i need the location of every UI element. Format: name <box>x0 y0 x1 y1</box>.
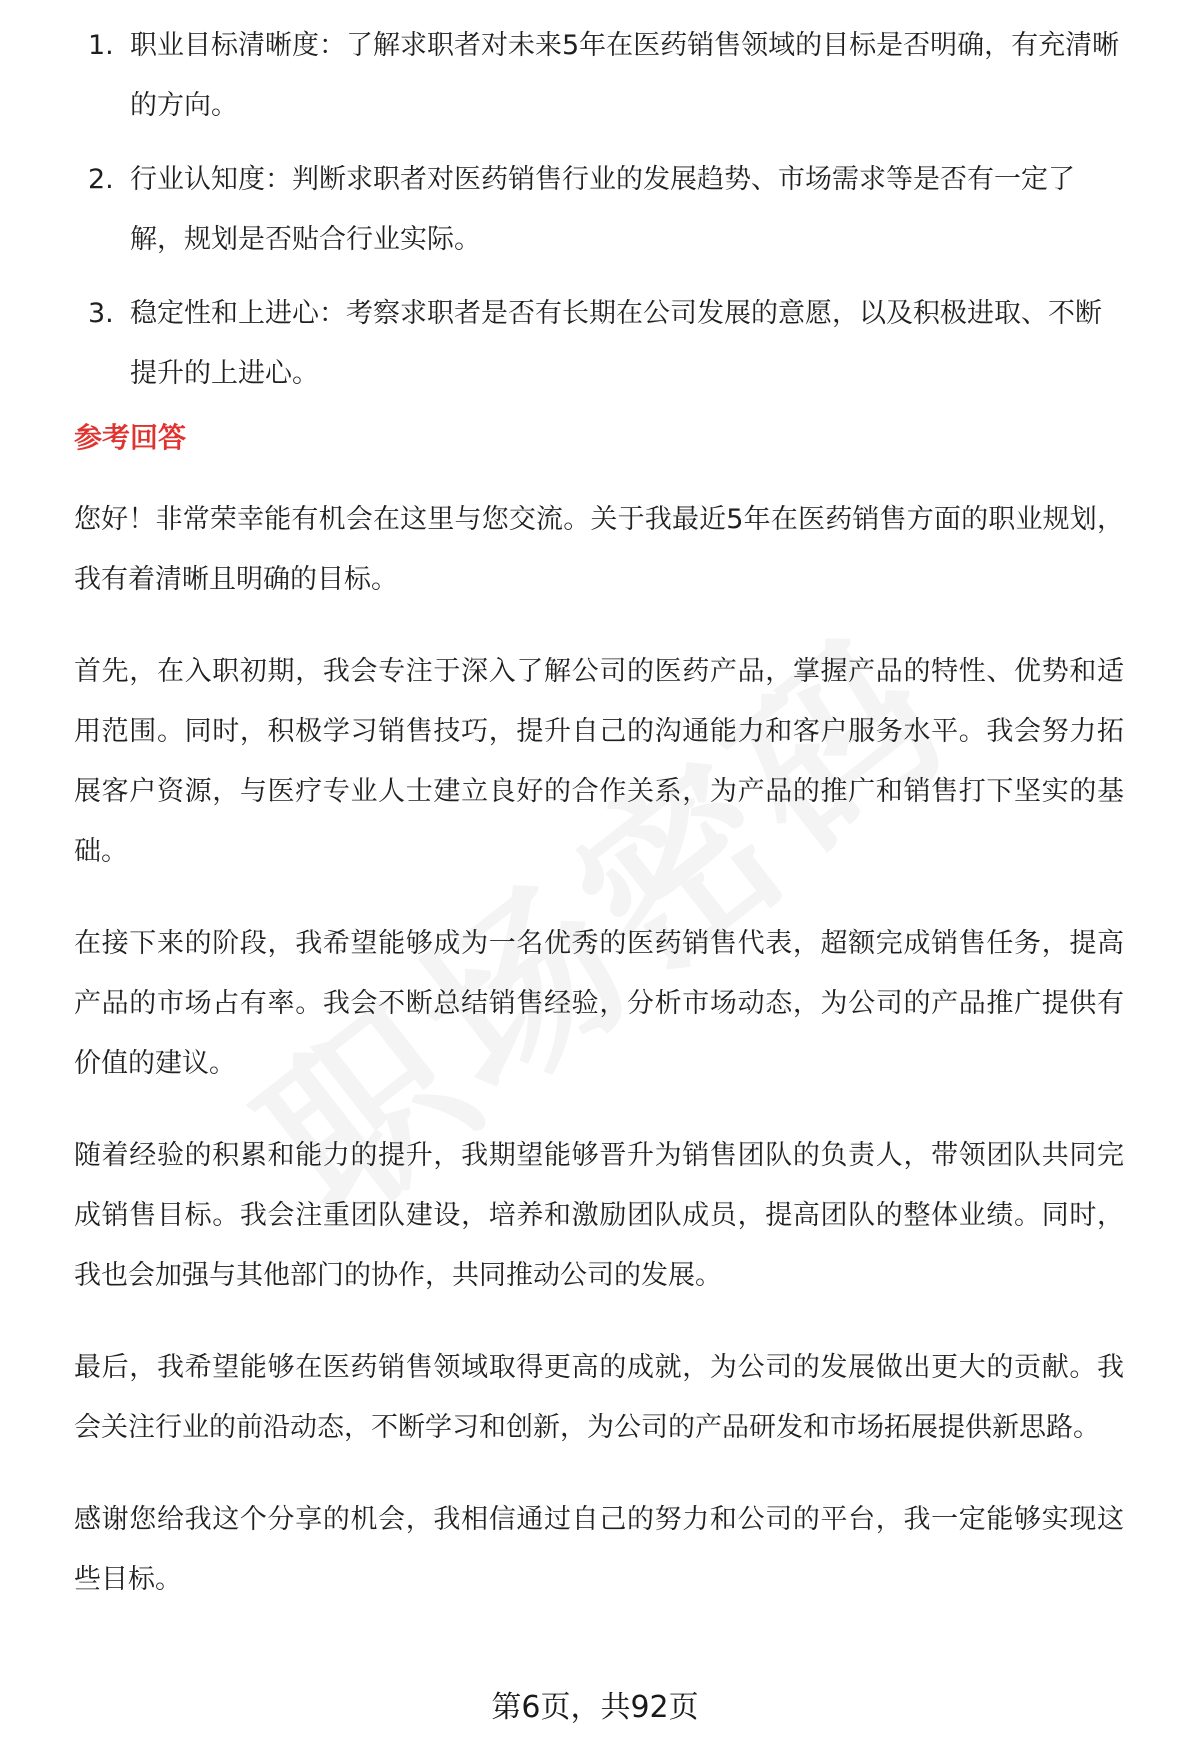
section-heading: 参考回答 <box>74 421 187 454</box>
answer-body <box>74 490 1124 1642</box>
paragraph: 随着经验的积累和能力的提升，我期望能够晋升为销售团队的负责人，带领团队共同完成销售目标。我会注重团队建设，培养和激励团队成员，提高团队的整体业绩。同时，我也会加强与其他部门的协作，共同推动公司的发展。 <box>74 1140 1124 1291</box>
list-item <box>74 284 1124 404</box>
list-item-text: 稳定性和上进心：考察求职者是否有长期在公司发展的意愿，以及积极进取、不断提升的上进心。 <box>130 298 1102 389</box>
paragraph: 首先，在入职初期，我会专注于深入了解公司的医药产品，掌握产品的特性、优势和适用范围。同时，积极学习销售技巧，提升自己的沟通能力和客户服务水平。我会努力拓展客户资源，与医疗专业人士建立良好的合作关系，为产品的推广和销售打下坚实的基础。 <box>74 656 1124 867</box>
list-item-text: 行业认知度：判断求职者对医药销售行业的发展趋势、市场需求等是否有一定了解，规划是否贴合行业实际。 <box>130 164 1075 255</box>
paragraph: 感谢您给我这个分享的机会，我相信通过自己的努力和公司的平台，我一定能够实现这些目标。 <box>74 1504 1124 1595</box>
paragraph: 最后，我希望能够在医药销售领域取得更高的成就，为公司的发展做出更大的贡献。我会关注行业的前沿动态，不断学习和创新，为公司的产品研发和市场拓展提供新思路。 <box>74 1352 1124 1443</box>
criteria-list <box>74 30 1124 404</box>
list-item <box>74 16 1124 136</box>
page-number: 第6页，共92页 <box>491 1690 699 1725</box>
list-number: 3. <box>88 298 114 329</box>
list-number: 1. <box>88 30 114 61</box>
list-item-text: 职业目标清晰度：了解求职者对未来5年在医药销售领域的目标是否明确，有充清晰的方向。 <box>130 30 1120 121</box>
paragraph: 在接下来的阶段，我希望能够成为一名优秀的医药销售代表，超额完成销售任务，提高产品的市场占有率。我会不断总结销售经验，分析市场动态，为公司的产品推广提供有价值的建议。 <box>74 928 1124 1079</box>
list-number: 2. <box>88 164 114 195</box>
list-item <box>74 150 1124 270</box>
paragraph: 您好！非常荣幸能有机会在这里与您交流。关于我最近5年在医药销售方面的职业规划，我有着清晰且明确的目标。 <box>74 504 1124 595</box>
